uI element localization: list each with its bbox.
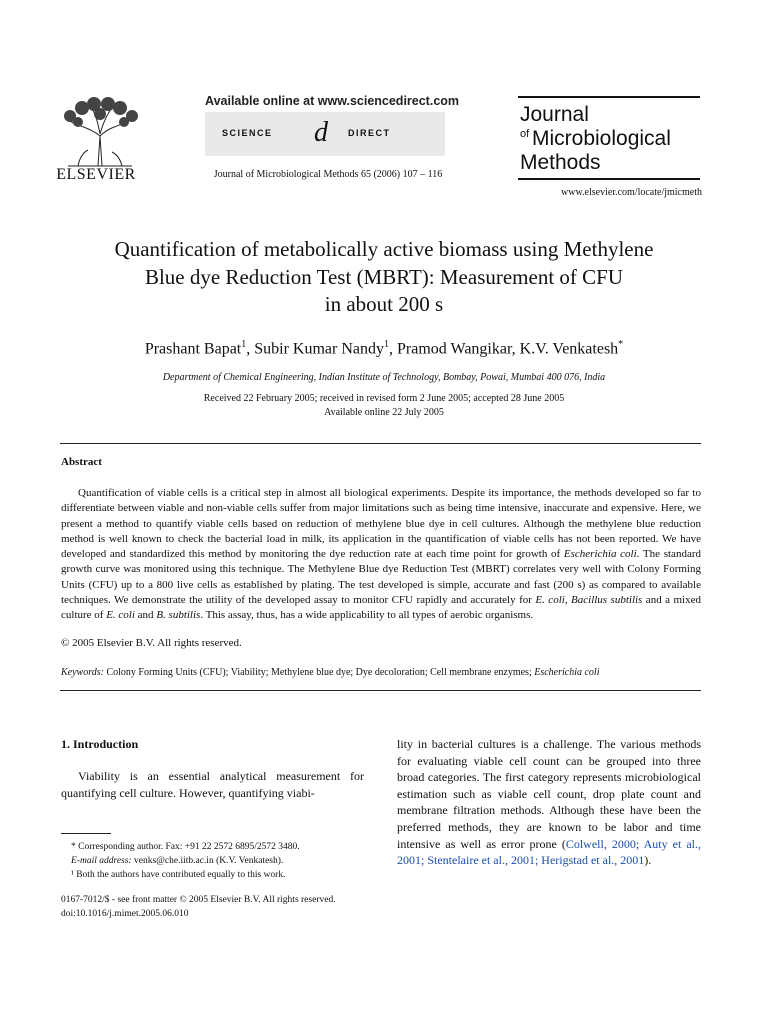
- author: Subir Kumar Nandy: [254, 340, 385, 358]
- footnote-corresponding: * Corresponding author. Fax: +91 22 2572 6895/2572 3480.: [71, 842, 300, 852]
- footnote-email: E-mail address: venks@che.iitb.ac.in (K.V. Venkatesh).: [71, 856, 284, 866]
- author-note: 1: [241, 339, 247, 350]
- section-heading: 1. Introduction: [61, 737, 139, 751]
- author: Pramod Wangikar: [397, 340, 512, 358]
- abstract-copyright: © 2005 Elsevier B.V. All rights reserved.: [61, 637, 242, 649]
- journal-url[interactable]: www.elsevier.com/locate/jmicmeth: [561, 187, 702, 198]
- article-dates: [40, 392, 728, 420]
- front-matter: [61, 893, 336, 921]
- article-title: [40, 236, 728, 319]
- author-note: *: [618, 339, 624, 350]
- keywords-label: Keywords:: [61, 667, 104, 678]
- publisher-name: ELSEVIER: [56, 166, 136, 183]
- title-line: Blue dye Reduction Test (MBRT): Measurement of CFU: [144, 264, 624, 289]
- title-line: Quantification of metabolically active biomass using Methylene: [114, 237, 654, 261]
- doi-line[interactable]: doi:10.1016/j.mimet.2005.06.010: [61, 909, 189, 919]
- author-note: 1: [384, 339, 390, 350]
- divider: [60, 690, 701, 691]
- author: K.V. Venkatesh: [519, 340, 619, 358]
- sd-direct-text: DIRECT: [348, 128, 391, 138]
- citation-link[interactable]: Colwell, 2000; Auty et al., 2001; Stentelaire et al., 2001; Herigstad et al., 2001: [397, 836, 701, 868]
- journal-citation: Journal of Microbiological Methods 65 (2006) 107 – 116: [213, 169, 443, 180]
- author-list: Prashant Bapat$^1$, Subir Kumar Nandy$^1$, Pramod Wangikar, K.V. Venkatesh*: [144, 339, 624, 358]
- author: Prashant Bapat: [144, 340, 242, 358]
- available-online-text: Available online at www.sciencedirect.com: [205, 94, 460, 108]
- footnote-equal-contribution: ¹ Both the authors have contributed equally to this work.: [71, 870, 286, 880]
- journal-title-line2: Microbiological: [532, 127, 671, 150]
- left-column-text: Viability is an essential analytical measurement for quantifying cell culture. However, quantifying viabi-: [61, 769, 364, 800]
- title-line: in about 200 s: [324, 292, 444, 316]
- received-dates: Received 22 February 2005; received in revised form 2 June 2005; accepted 28 June 2005: [203, 393, 565, 404]
- journal-rule-bottom: [518, 178, 700, 180]
- abstract-body: Quantification of viable cells is a critical step in almost all biological experiments. Despite its importance, the methods developed so far to differentiate between viable and non-viable cells suffer from major limitations such as being time intensive, inaccurate and expensive. Here, we present a method to quantify viable cells based on reduction of methylene blue dye in cell cultures. Although the methylene blue reduction method is well known to check the bacterial load in milk, its application in the quantification of viable cells has not been reported. We have developed and standardized this method by monitoring the dye reduction rate at each time point for growth of Escherichia coli. The standard growth curve was monitored using this technique. The Methylene Blue dye Reduction Test (MBRT) correlates very well with Colony Forming Units (CFU) up to a 800 live cells as established by plating. The test developed is simple, accurate and fast (200 s) as compared to available techniques. We demonstrate the utility of the developed assay to monitor CFU rapidly and accurately for E. coli, Bacillus subtilis and a mixed culture of E. coli and B. subtilis. This assay, thus, has a wide applicability to all types of aerobic organisms.: [61, 487, 701, 622]
- journal-title-of: of: [520, 128, 530, 140]
- journal-rule-top: [518, 96, 700, 98]
- footnotes: [61, 840, 364, 882]
- divider: [60, 443, 701, 444]
- right-column-text: lity in bacterial cultures is a challenge. The various methods for evaluating viable cell count can be grouped into three broad categories. The first category represents microbiological estimation such as viable cell count, drop plate count and membrane filtration methods. Although these have been the preferred methods, they are known to be labor and time intensive as well as error prone (Colwell, 2000; Auty et al., 2001; Stentelaire et al., 2001; Herigstad et al., 2001).: [397, 737, 701, 868]
- footnote-rule: [61, 833, 111, 834]
- affiliation: Department of Chemical Engineering, Indian Institute of Technology, Bombay, Powai, Mumbai 400 076, India: [162, 372, 606, 383]
- available-date: Available online 22 July 2005: [324, 407, 444, 418]
- elsevier-tree-logo: [58, 96, 142, 168]
- sd-d-logo: d: [314, 117, 328, 148]
- issn-line: 0167-7012/$ - see front matter © 2005 Elsevier B.V. All rights reserved.: [61, 895, 336, 905]
- journal-title-line1: Journal: [520, 103, 589, 126]
- abstract-heading: Abstract: [61, 456, 102, 468]
- sd-science-text: SCIENCE: [222, 128, 273, 138]
- keywords: Keywords: Colony Forming Units (CFU); Viability; Methylene blue dye; Dye decoloration; Cell membrane enzymes; Escherichia coli: [61, 667, 600, 678]
- journal-title-line3: Methods: [520, 151, 601, 174]
